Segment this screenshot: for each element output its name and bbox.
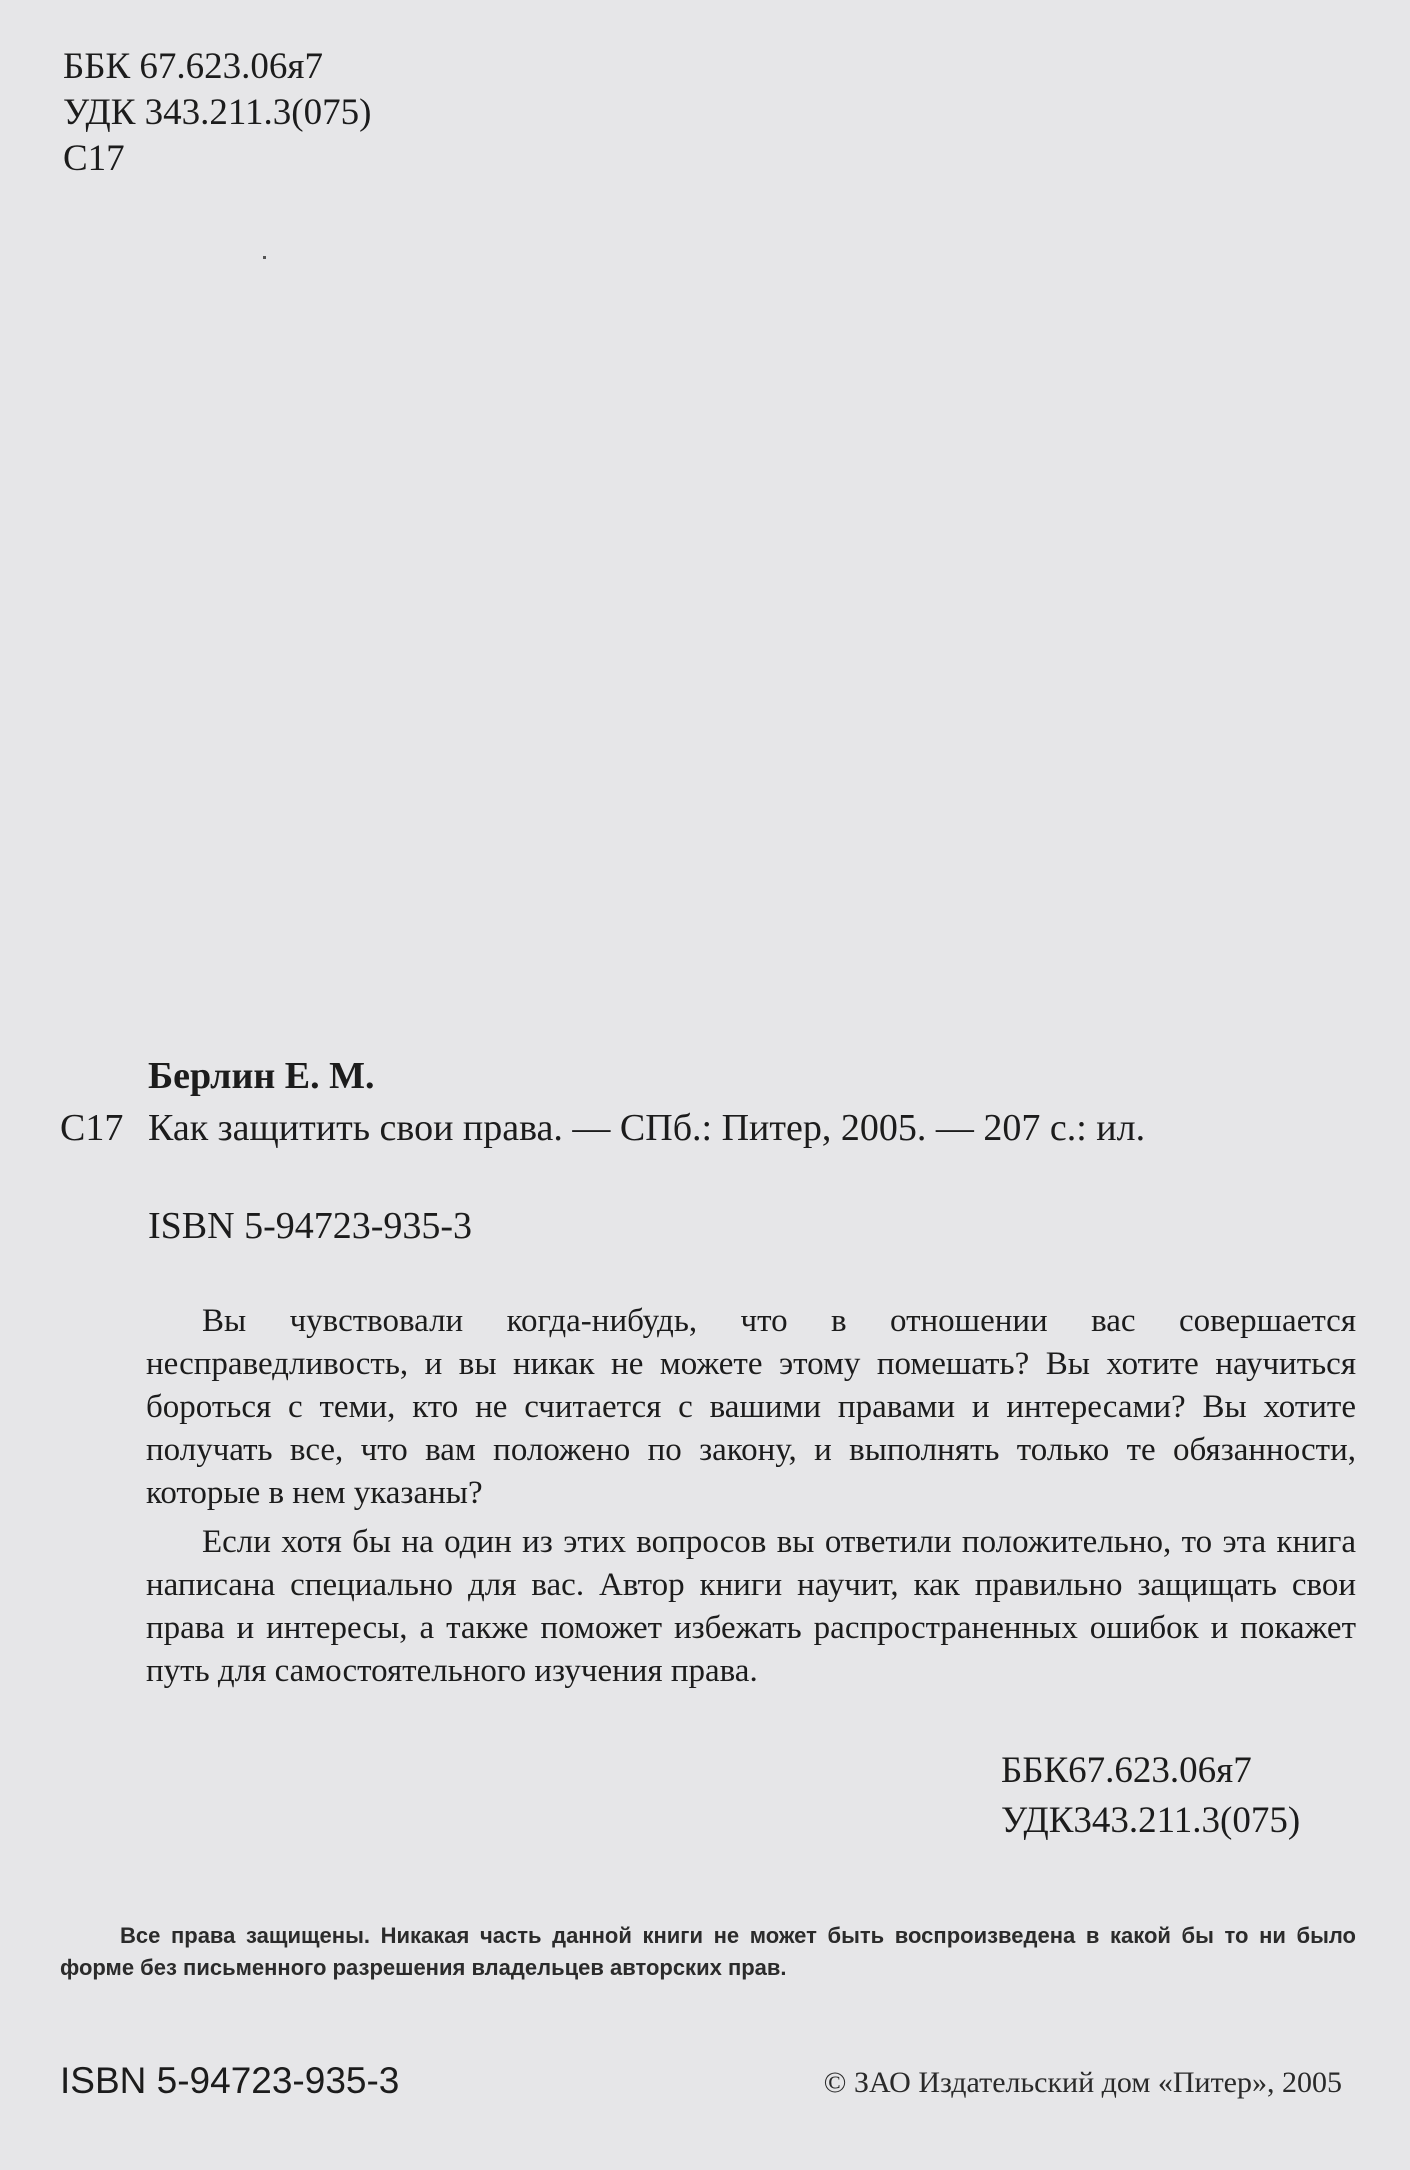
udk-code: УДК343.211.3(075) [1001, 1800, 1301, 1841]
annotation-paragraph: Если хотя бы на один из этих вопросов вы ответили положительно, то эта книга написана специально для вас. Автор книги научит, как правильно защищать свои права и интересы, а также поможет избежать распространенных ошибок и покажет путь для самостоятельного изучения права. [146, 1524, 1356, 1689]
scan-speck [263, 256, 266, 259]
udk-code: УДК 343.211.3(075) [63, 92, 372, 133]
footer-isbn: ISBN 5-94723-935-3 [60, 2060, 400, 2101]
author-sign: С17 [63, 138, 125, 179]
copyright-notice: © ЗАО Издательский дом «Питер», 2005 [823, 2066, 1342, 2099]
bbk-code: ББК 67.623.06я7 [63, 46, 323, 87]
bibliographic-title: Как защитить свои права. — СПб.: Питер, 2005. — 207 с.: ил. [148, 1107, 1146, 1149]
entry-author-sign: С17 [60, 1107, 124, 1149]
classification-codes-top [63, 44, 371, 182]
annotation [146, 1300, 1356, 1699]
bbk-code: ББК67.623.06я7 [1001, 1750, 1252, 1791]
entry-isbn: ISBN 5-94723-935-3 [148, 1205, 473, 1247]
annotation-paragraph: Вы чувствовали когда-нибудь, что в отношении вас совершается несправедливость, и вы никак не можете этому помешать? Вы хотите научиться бороться с теми, кто не считается с вашими правами и интересами? Вы хотите получать все, что вам положено по закону, и выполнять только те обязанности, которые в нем указаны? [146, 1303, 1356, 1511]
author-name: Берлин Е. М. [148, 1055, 375, 1097]
classification-codes-bottom [1001, 1746, 1300, 1846]
rights-notice: Все права защищены. Никакая часть данной книги не может быть воспроизведена в какой бы то ни было форме без письменного разрешения владельцев авторских прав. [60, 1923, 1356, 1980]
